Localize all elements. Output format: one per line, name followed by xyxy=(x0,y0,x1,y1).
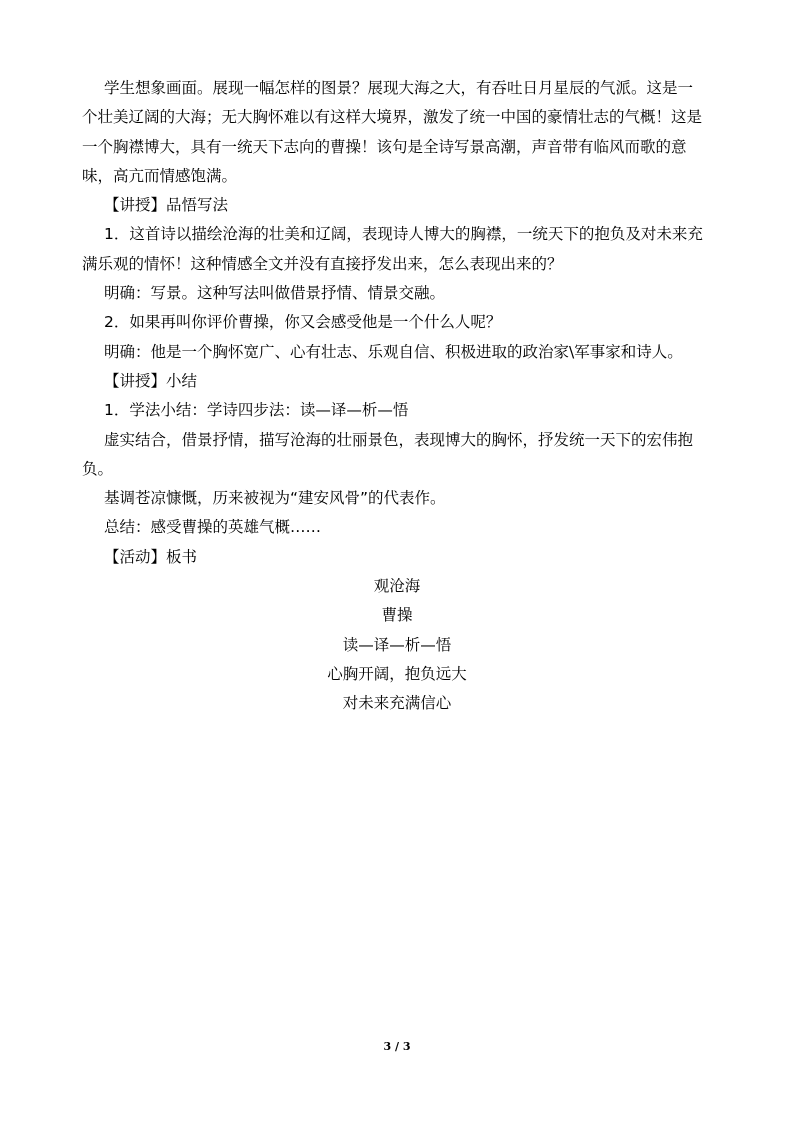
question-line: 2．如果再叫你评价曹操，你又会感受他是一个什么人呢？ xyxy=(104,313,502,332)
board-line-confidence: 对未来充满信心 xyxy=(342,694,452,713)
section-heading-teaching-writing: 【讲授】品悟写法 xyxy=(104,196,229,215)
section-heading-summary: 【讲授】小结 xyxy=(104,371,198,390)
document-body xyxy=(82,74,712,719)
paragraph-line: 学生想象画面。展现一幅怎样的图景？展现大海之大，有吞吐日月星辰的气派。这是一 xyxy=(104,79,694,97)
board-line-method: 读—译—析—悟 xyxy=(342,635,452,654)
page-number: 3 / 3 xyxy=(383,1040,411,1053)
section-heading-blackboard: 【活动】板书 xyxy=(104,547,198,566)
paragraph-line: 个壮美辽阔的大海；无大胸怀难以有这样大境界，激发了统一中国的豪情壮志的气概！这是 xyxy=(82,108,703,127)
summary-line: 负。 xyxy=(82,459,114,478)
paragraph-line: 一个胸襟博大，具有一统天下志向的曹操！该句是全诗写景高潮，声音带有临风而歌的意 xyxy=(82,137,687,156)
summary-line: 总结：感受曹操的英雄气概…… xyxy=(104,518,322,537)
board-line-theme: 心胸开阔，抱负远大 xyxy=(327,664,467,683)
board-line-title: 观沧海 xyxy=(373,577,421,596)
summary-line: 1．学法小结：学诗四步法：读—译—析—悟 xyxy=(104,401,409,420)
answer-line: 明确：写景。这种写法叫做借景抒情、情景交融。 xyxy=(104,284,446,303)
question-line: 1．这首诗以描绘沧海的壮美和辽阔，表现诗人博大的胸襟，一统天下的抱负及对未来充 xyxy=(104,225,703,244)
paragraph-line: 味，高亢而情感饱满。 xyxy=(82,166,238,185)
summary-line: 基调苍凉慷慨，历来被视为“建安风骨”的代表作。 xyxy=(104,489,446,508)
summary-line: 虚实结合，借景抒情，描写沧海的壮丽景色，表现博大的胸怀，抒发统一天下的宏伟抱 xyxy=(104,430,694,449)
answer-line: 明确：他是一个胸怀宽广、心有壮志、乐观自信、积极进取的政治家\军事家和诗人。 xyxy=(104,342,683,361)
blackboard-writing xyxy=(82,572,712,718)
question-line: 满乐观的情怀！这种情感全文并没有直接抒发出来，怎么表现出来的？ xyxy=(82,254,563,273)
board-line-author: 曹操 xyxy=(381,606,413,625)
